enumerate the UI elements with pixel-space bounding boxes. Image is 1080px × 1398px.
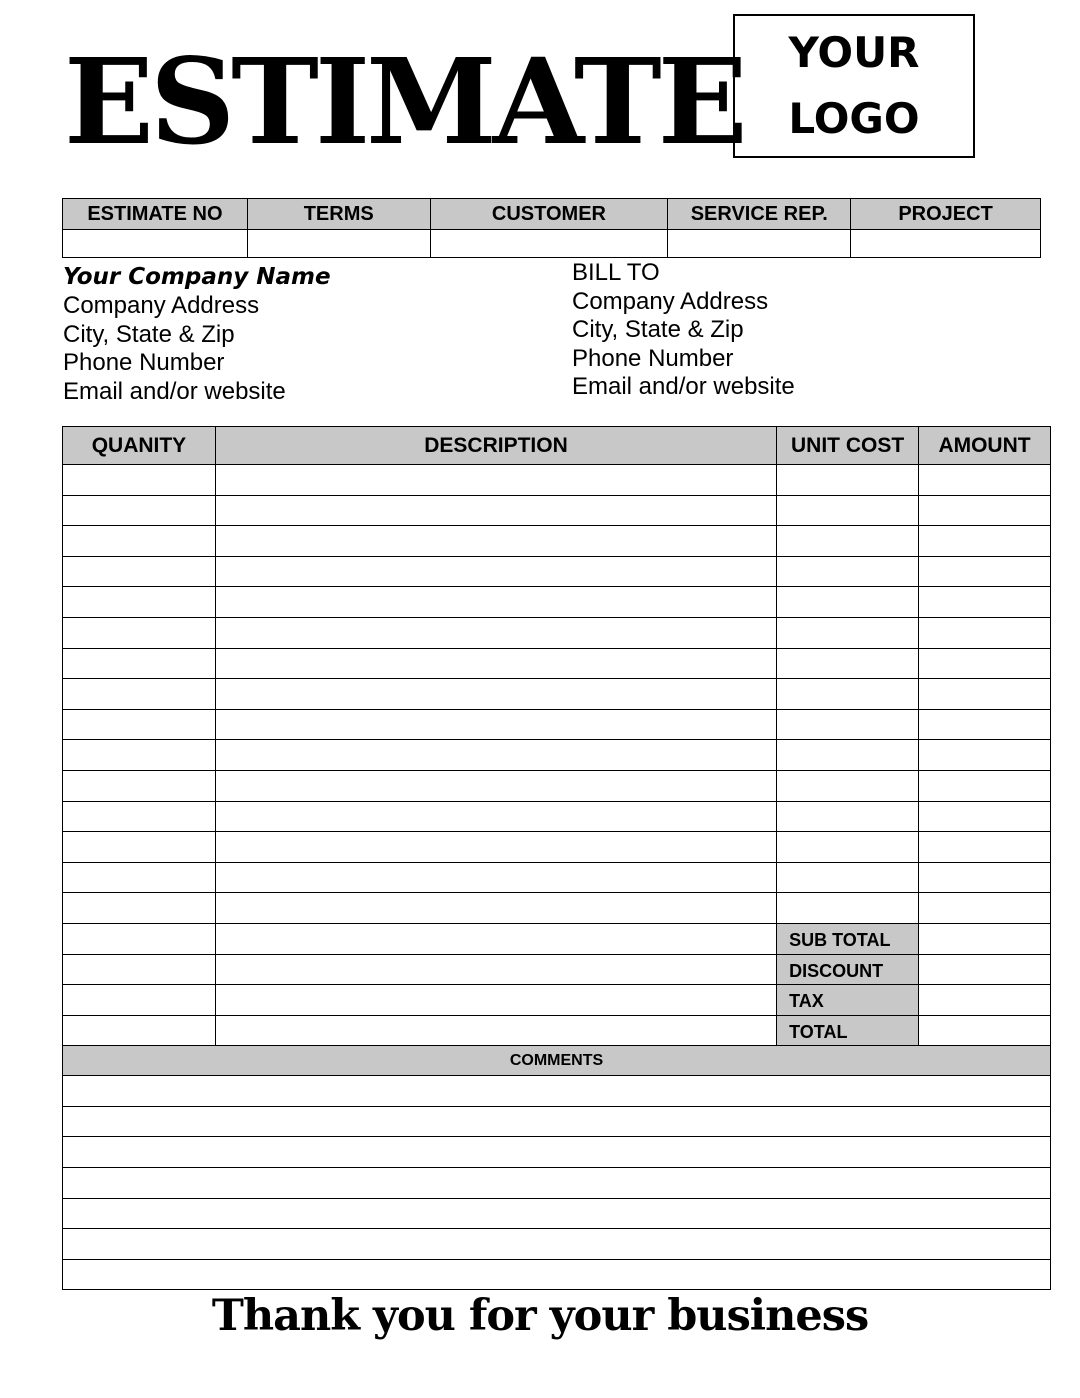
amount-cell[interactable] bbox=[919, 862, 1051, 893]
unit-cost-cell[interactable] bbox=[777, 648, 919, 679]
logo-placeholder bbox=[733, 14, 975, 158]
unit-cost-cell[interactable] bbox=[777, 587, 919, 618]
quantity-cell[interactable] bbox=[63, 556, 216, 587]
terms-field[interactable] bbox=[247, 230, 430, 258]
sub-total-label: SUB TOTAL bbox=[777, 923, 919, 954]
estimate-no-header: ESTIMATE NO bbox=[63, 199, 248, 230]
comments-header-row bbox=[63, 1046, 1051, 1076]
unit-cost-header: UNIT COST bbox=[777, 427, 919, 465]
quantity-cell[interactable] bbox=[63, 1015, 216, 1046]
table-row bbox=[63, 709, 1051, 740]
amount-cell[interactable] bbox=[919, 648, 1051, 679]
company-city-state-zip: City, State & Zip bbox=[63, 320, 235, 348]
comment-line bbox=[63, 1106, 1051, 1137]
unit-cost-cell[interactable] bbox=[777, 709, 919, 740]
table-row bbox=[63, 556, 1051, 587]
comment-line bbox=[63, 1259, 1051, 1290]
discount-row bbox=[63, 954, 1051, 985]
estimate-meta-table bbox=[62, 198, 1041, 258]
bill-to-phone: Phone Number bbox=[572, 344, 734, 372]
customer-header: CUSTOMER bbox=[430, 199, 668, 230]
amount-cell[interactable] bbox=[919, 556, 1051, 587]
table-row bbox=[63, 526, 1051, 557]
quantity-cell[interactable] bbox=[63, 740, 216, 771]
comment-field[interactable] bbox=[63, 1137, 1051, 1168]
table-row bbox=[63, 495, 1051, 526]
terms-header: TERMS bbox=[247, 199, 430, 230]
items-header-row bbox=[63, 427, 1051, 465]
comment-line bbox=[63, 1137, 1051, 1168]
table-row bbox=[63, 587, 1051, 618]
table-row bbox=[63, 617, 1051, 648]
description-cell[interactable] bbox=[215, 862, 776, 893]
description-cell[interactable] bbox=[215, 495, 776, 526]
company-address: Company Address bbox=[63, 292, 260, 319]
quantity-cell[interactable] bbox=[63, 801, 216, 832]
quantity-cell[interactable] bbox=[63, 617, 216, 648]
document-title: ESTIMATE bbox=[64, 32, 744, 171]
quantity-cell[interactable] bbox=[63, 679, 216, 710]
meta-value-row bbox=[63, 230, 1041, 258]
table-row bbox=[63, 740, 1051, 771]
description-cell[interactable] bbox=[215, 679, 776, 710]
description-cell[interactable] bbox=[215, 923, 776, 954]
description-cell[interactable] bbox=[215, 893, 776, 924]
comment-line bbox=[63, 1168, 1051, 1199]
table-row bbox=[63, 679, 1051, 710]
description-cell[interactable] bbox=[215, 617, 776, 648]
tax-label: TAX bbox=[777, 985, 919, 1016]
description-cell[interactable] bbox=[215, 648, 776, 679]
tax-value[interactable] bbox=[919, 985, 1051, 1016]
unit-cost-cell[interactable] bbox=[777, 465, 919, 496]
bill-to-email: Email and/or website bbox=[572, 373, 795, 400]
table-row bbox=[63, 832, 1051, 863]
description-cell[interactable] bbox=[215, 954, 776, 985]
quantity-cell[interactable] bbox=[63, 648, 216, 679]
logo-line-2: LOGO bbox=[788, 94, 920, 143]
bill-to-heading: BILL TO bbox=[572, 259, 660, 286]
quantity-cell[interactable] bbox=[63, 893, 216, 924]
quantity-cell[interactable] bbox=[63, 954, 216, 985]
description-cell[interactable] bbox=[215, 770, 776, 801]
total-row bbox=[63, 1015, 1051, 1046]
table-row bbox=[63, 801, 1051, 832]
amount-header: AMOUNT bbox=[919, 427, 1051, 465]
comment-field[interactable] bbox=[63, 1106, 1051, 1137]
comment-field[interactable] bbox=[63, 1198, 1051, 1229]
quantity-cell[interactable] bbox=[63, 770, 216, 801]
unit-cost-cell[interactable] bbox=[777, 556, 919, 587]
project-field[interactable] bbox=[851, 230, 1041, 258]
table-row bbox=[63, 465, 1051, 496]
quantity-cell[interactable] bbox=[63, 985, 216, 1016]
table-row bbox=[63, 893, 1051, 924]
unit-cost-cell[interactable] bbox=[777, 801, 919, 832]
description-header: DESCRIPTION bbox=[215, 427, 776, 465]
description-cell[interactable] bbox=[215, 832, 776, 863]
bill-to-block bbox=[572, 259, 795, 402]
amount-cell[interactable] bbox=[919, 465, 1051, 496]
description-cell[interactable] bbox=[215, 556, 776, 587]
description-cell[interactable] bbox=[215, 526, 776, 557]
unit-cost-cell[interactable] bbox=[777, 832, 919, 863]
comment-line bbox=[63, 1076, 1051, 1107]
customer-field[interactable] bbox=[430, 230, 668, 258]
amount-cell[interactable] bbox=[919, 740, 1051, 771]
bill-to-city-state-zip: City, State & Zip bbox=[572, 316, 744, 343]
description-cell[interactable] bbox=[215, 709, 776, 740]
service-rep-header: SERVICE REP. bbox=[668, 199, 851, 230]
description-cell[interactable] bbox=[215, 587, 776, 618]
unit-cost-cell[interactable] bbox=[777, 862, 919, 893]
description-cell[interactable] bbox=[215, 740, 776, 771]
sub-total-row bbox=[63, 923, 1051, 954]
company-name: Your Company Name bbox=[63, 264, 331, 290]
amount-cell[interactable] bbox=[919, 495, 1051, 526]
amount-cell[interactable] bbox=[919, 709, 1051, 740]
company-phone: Phone Number bbox=[63, 349, 225, 376]
quantity-cell[interactable] bbox=[63, 587, 216, 618]
meta-header-row bbox=[63, 199, 1041, 230]
comment-field[interactable] bbox=[63, 1076, 1051, 1107]
amount-cell[interactable] bbox=[919, 770, 1051, 801]
estimate-no-field[interactable] bbox=[63, 230, 248, 258]
quantity-header: QUANITY bbox=[63, 427, 216, 465]
sub-total-value[interactable] bbox=[919, 923, 1051, 954]
quantity-cell[interactable] bbox=[63, 709, 216, 740]
amount-cell[interactable] bbox=[919, 526, 1051, 557]
service-rep-field[interactable] bbox=[668, 230, 851, 258]
quantity-cell[interactable] bbox=[63, 526, 216, 557]
project-header: PROJECT bbox=[851, 199, 1041, 230]
amount-cell[interactable] bbox=[919, 893, 1051, 924]
unit-cost-cell[interactable] bbox=[777, 617, 919, 648]
tax-row bbox=[63, 985, 1051, 1016]
comment-field[interactable] bbox=[63, 1168, 1051, 1199]
table-row bbox=[63, 648, 1051, 679]
table-row bbox=[63, 770, 1051, 801]
amount-cell[interactable] bbox=[919, 679, 1051, 710]
line-items-table bbox=[62, 426, 1051, 1290]
discount-value[interactable] bbox=[919, 954, 1051, 985]
amount-cell[interactable] bbox=[919, 832, 1051, 863]
company-email: Email and/or website bbox=[63, 377, 286, 405]
amount-cell[interactable] bbox=[919, 587, 1051, 618]
amount-cell[interactable] bbox=[919, 801, 1051, 832]
comments-header: COMMENTS bbox=[63, 1046, 1051, 1076]
quantity-cell[interactable] bbox=[63, 923, 216, 954]
amount-cell[interactable] bbox=[919, 617, 1051, 648]
thank-you-footer: Thank you for your business bbox=[211, 1291, 869, 1341]
discount-label: DISCOUNT bbox=[777, 954, 919, 985]
unit-cost-cell[interactable] bbox=[777, 526, 919, 557]
total-label: TOTAL bbox=[777, 1015, 919, 1046]
table-row bbox=[63, 862, 1051, 893]
description-cell[interactable] bbox=[215, 801, 776, 832]
unit-cost-cell[interactable] bbox=[777, 495, 919, 526]
quantity-cell[interactable] bbox=[63, 832, 216, 863]
comment-line bbox=[63, 1198, 1051, 1229]
bill-to-address: Company Address bbox=[572, 287, 769, 315]
total-value[interactable] bbox=[919, 1015, 1051, 1046]
items-body bbox=[63, 465, 1051, 1290]
quantity-cell[interactable] bbox=[63, 495, 216, 526]
quantity-cell[interactable] bbox=[63, 465, 216, 496]
description-cell[interactable] bbox=[215, 1015, 776, 1046]
description-cell[interactable] bbox=[215, 985, 776, 1016]
comment-field[interactable] bbox=[63, 1229, 1051, 1260]
description-cell[interactable] bbox=[215, 465, 776, 496]
unit-cost-cell[interactable] bbox=[777, 893, 919, 924]
comment-field[interactable] bbox=[63, 1259, 1051, 1290]
comment-line bbox=[63, 1229, 1051, 1260]
unit-cost-cell[interactable] bbox=[777, 740, 919, 771]
quantity-cell[interactable] bbox=[63, 862, 216, 893]
unit-cost-cell[interactable] bbox=[777, 679, 919, 710]
company-block bbox=[63, 262, 331, 406]
unit-cost-cell[interactable] bbox=[777, 770, 919, 801]
logo-line-1: YOUR bbox=[788, 28, 920, 77]
